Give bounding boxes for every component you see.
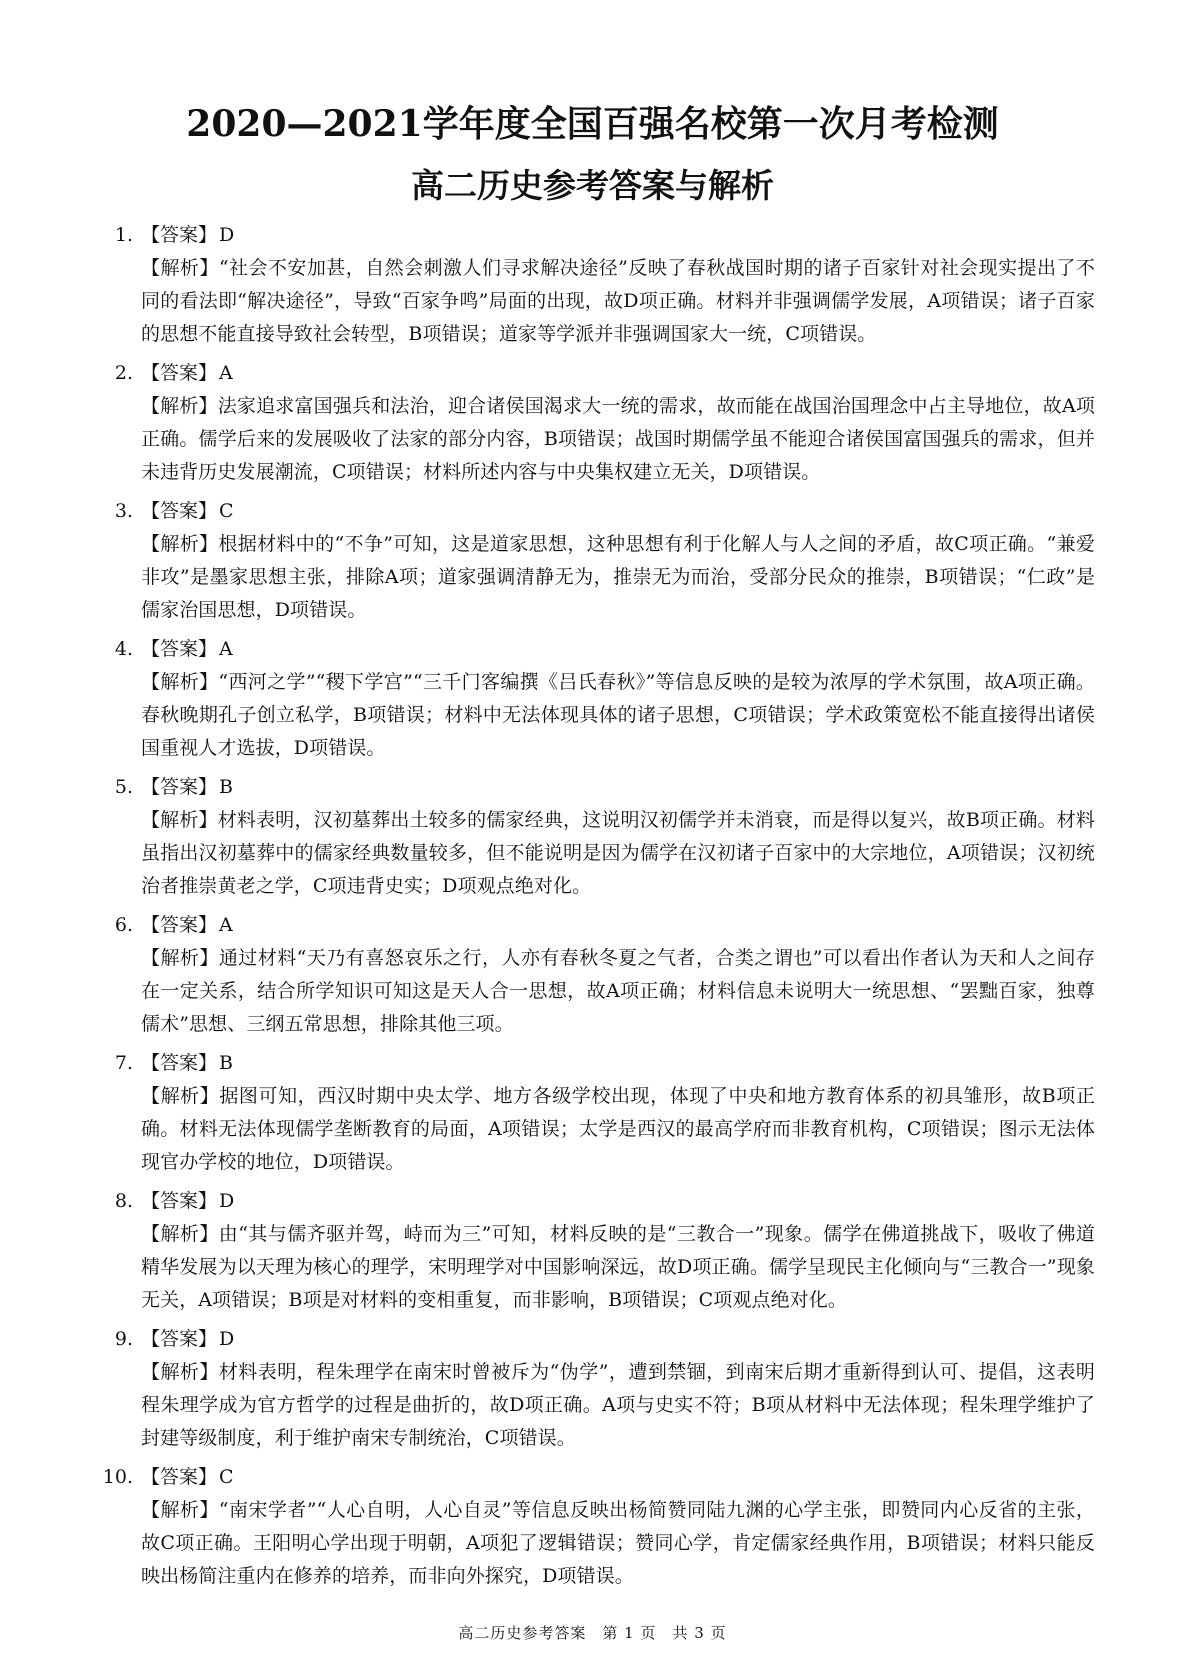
question-number: 5. <box>114 776 133 798</box>
answer-label: 【答案】 <box>141 1466 218 1488</box>
question-number: 9. <box>114 1328 133 1350</box>
analysis-text: “西河之学”“稷下学宫”“三千门客编撰《吕氏春秋》”等信息反映的是较为浓厚的学术氛围，故A项正确。春秋晚期孔子创立私学，B项错误；材料中无法体现具体的诸子思想，C项错误；学术政策宽松不能直接得出诸侯国重视人才选拔，D项错误。 <box>141 671 1096 759</box>
question-item <box>96 1184 1095 1317</box>
answer-line <box>96 494 1095 528</box>
answer-line <box>96 356 1095 390</box>
analysis-label: 【解析】 <box>141 809 218 831</box>
answer-label: 【答案】 <box>141 1328 218 1350</box>
answer-line <box>96 1460 1095 1494</box>
analysis-label: 【解析】 <box>141 1499 219 1521</box>
analysis-text: “南宋学者”“人心自明，人心自灵”等信息反映出杨简赞同陆九渊的心学主张，即赞同内心反省的主张，故C项正确。王阳明心学出现于明朝，A项犯了逻辑错误；赞同心学，肯定儒家经典作用，B项错误；材料只能反映出杨简注重内在修养的培养，而非向外探究，D项错误。 <box>141 1499 1095 1587</box>
analysis-label: 【解析】 <box>141 533 219 555</box>
answer-line <box>96 908 1095 942</box>
answer-line <box>96 1322 1095 1356</box>
analysis-paragraph <box>141 1218 1095 1317</box>
answer-line <box>96 1046 1095 1080</box>
analysis-text: 据图可知，西汉时期中央太学、地方各级学校出现，体现了中央和地方教育体系的初具雏形，故B项正确。材料无法体现儒学垄断教育的局面，A项错误；太学是西汉的最高学府而非教育机构，C项错误；图示无法体现官办学校的地位，D项错误。 <box>141 1085 1095 1173</box>
question-item <box>96 1046 1095 1179</box>
answer-label: 【答案】 <box>141 914 218 936</box>
question-item <box>96 494 1095 627</box>
analysis-label: 【解析】 <box>141 671 219 693</box>
answer-value: A <box>219 914 233 936</box>
answer-label: 【答案】 <box>141 1052 218 1074</box>
answer-label: 【答案】 <box>141 1190 218 1212</box>
answer-value: A <box>219 362 233 384</box>
answer-value: A <box>219 638 233 660</box>
answer-value: D <box>219 224 235 246</box>
analysis-label: 【解析】 <box>141 947 219 969</box>
question-number: 3. <box>114 500 133 522</box>
analysis-text: 材料表明，汉初墓葬出土较多的儒家经典，这说明汉初儒学并未消衰，而是得以复兴，故B项正确。材料虽指出汉初墓葬中的儒家经典数量较多，但不能说明是因为儒学在汉初诸子百家中的大宗地位，A项错误；汉初统治者推崇黄老之学，C项违背史实；D项观点绝对化。 <box>141 809 1095 897</box>
analysis-label: 【解析】 <box>141 257 219 279</box>
question-number: 10. <box>102 1466 133 1488</box>
answer-line <box>96 1184 1095 1218</box>
analysis-paragraph <box>141 1494 1095 1593</box>
analysis-text: 通过材料“天乃有喜怒哀乐之行，人亦有春秋冬夏之气者，合类之谓也”可以看出作者认为天和人之间存在一定关系，结合所学知识可知这是天人合一思想，故A项正确；材料信息未说明大一统思想、“罢黜百家，独尊儒术”思想、三纲五常思想，排除其他三项。 <box>141 947 1096 1035</box>
answer-label: 【答案】 <box>141 500 218 522</box>
question-item <box>96 1460 1095 1593</box>
analysis-paragraph <box>141 804 1095 903</box>
analysis-label: 【解析】 <box>141 395 218 417</box>
question-number: 6. <box>114 914 133 936</box>
analysis-text: 根据材料中的“不争”可知，这是道家思想，这种思想有利于化解人与人之间的矛盾，故C项正确。“兼爱非攻”是墨家思想主张，排除A项；道家强调清静无为，推崇无为而治，受部分民众的推崇，B项错误；“仁政”是儒家治国思想，D项错误。 <box>141 533 1095 621</box>
answer-value: D <box>219 1190 235 1212</box>
answer-value: D <box>219 1328 235 1350</box>
analysis-text: 法家追求富国强兵和法治，迎合诸侯国渴求大一统的需求，故而能在战国治国理念中占主导地位，故A项正确。儒学后来的发展吸收了法家的部分内容，B项错误；战国时期儒学虽不能迎合诸侯国富国强兵的需求，但并未违背历史发展潮流，C项错误；材料所述内容与中央集权建立无关，D项错误。 <box>141 395 1095 483</box>
analysis-paragraph <box>141 252 1095 351</box>
analysis-paragraph <box>141 390 1095 489</box>
answer-value: C <box>219 1466 234 1488</box>
answer-label: 【答案】 <box>141 776 218 798</box>
answer-value: B <box>219 776 233 798</box>
question-item <box>96 632 1095 765</box>
analysis-text: 材料表明，程朱理学在南宋时曾被斥为“伪学”，遭到禁锢，到南宋后期才重新得到认可、提倡，这表明程朱理学成为官方哲学的过程是曲折的，故D项正确。A项与史实不符；B项从材料中无法体现；程朱理学维护了封建等级制度，利于维护南宋专制统治，C项错误。 <box>141 1361 1096 1449</box>
answer-label: 【答案】 <box>141 638 218 660</box>
analysis-text: “社会不安加甚，自然会刺激人们寻求解决途径”反映了春秋战国时期的诸子百家针对社会现实提出了不同的看法即“解决途径”，导致“百家争鸣”局面的出现，故D项正确。材料并非强调儒学发展，A项错误；诸子百家的思想不能直接导致社会转型，B项错误；道家等学派并非强调国家大一统，C项错误。 <box>141 257 1096 345</box>
page-subtitle: 高二历史参考答案与解析 <box>411 166 774 205</box>
question-number: 4. <box>114 638 133 660</box>
analysis-label: 【解析】 <box>141 1085 220 1107</box>
question-number: 8. <box>114 1190 133 1212</box>
page-title: 2020—2021学年度全国百强名校第一次月考检测 <box>186 103 999 145</box>
question-number: 1. <box>114 224 133 246</box>
page-footer: 高二历史参考答案 第 1 页 共 3 页 <box>458 1624 727 1642</box>
answer-line <box>96 770 1095 804</box>
analysis-paragraph <box>141 1356 1095 1455</box>
analysis-label: 【解析】 <box>141 1361 219 1383</box>
answer-value: C <box>219 500 234 522</box>
question-list <box>96 218 1095 1598</box>
analysis-paragraph <box>141 1080 1095 1179</box>
question-item <box>96 1322 1095 1455</box>
question-item <box>96 356 1095 489</box>
analysis-text: 由“其与儒齐驱并驾，峙而为三”可知，材料反映的是“三教合一”现象。儒学在佛道挑战下，吸收了佛道精华发展为以天理为核心的理学，宋明理学对中国影响深远，故D项正确。儒学呈现民主化倾向与“三教合一”现象无关，A项错误；B项是对材料的变相重复，而非影响，B项错误；C项观点绝对化。 <box>141 1223 1095 1311</box>
answer-value: B <box>219 1052 233 1074</box>
question-item <box>96 770 1095 903</box>
question-item <box>96 908 1095 1041</box>
question-number: 7. <box>114 1052 133 1074</box>
analysis-paragraph <box>141 942 1095 1041</box>
analysis-paragraph <box>141 528 1095 627</box>
answer-label: 【答案】 <box>141 362 218 384</box>
answer-line <box>96 218 1095 252</box>
analysis-label: 【解析】 <box>141 1223 219 1245</box>
answer-line <box>96 632 1095 666</box>
question-number: 2. <box>114 362 133 384</box>
question-item <box>96 218 1095 351</box>
analysis-paragraph <box>141 666 1095 765</box>
answer-label: 【答案】 <box>141 224 218 246</box>
